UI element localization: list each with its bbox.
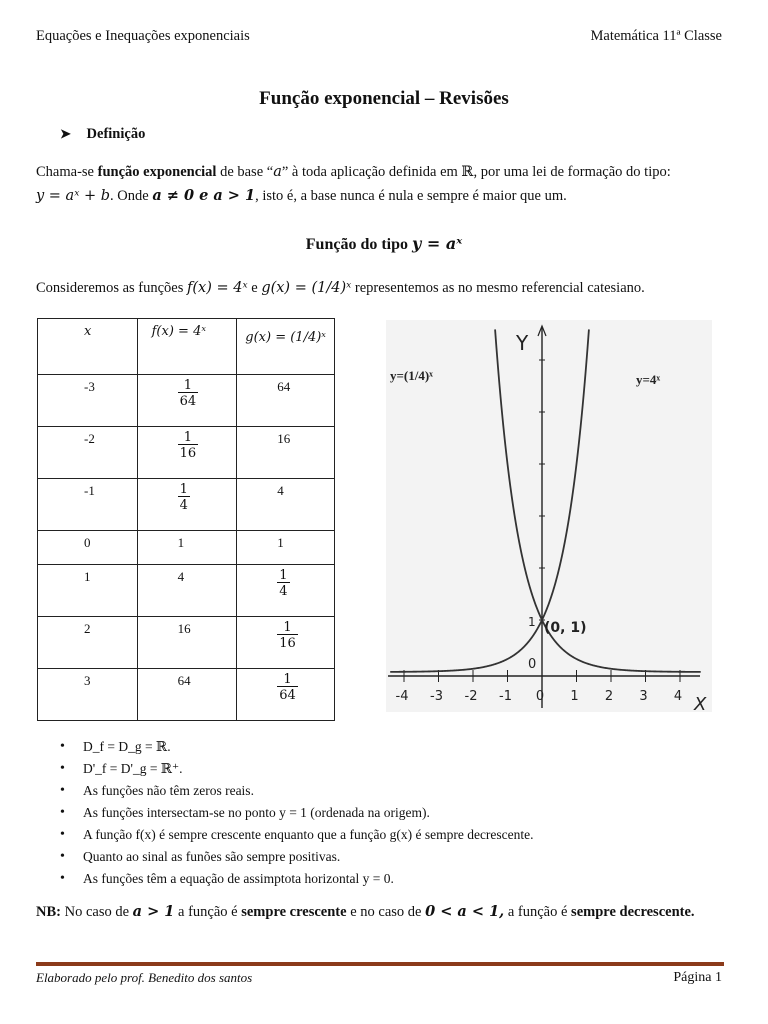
definition-heading-text: Definição [86,126,146,142]
exponential-graph [386,320,712,712]
def-text: de base “ [216,164,274,180]
series-label-g: y=(1/4)ˣ [390,368,433,383]
def-text: . Onde [110,188,153,204]
intro-paragraph [36,280,645,297]
def-text: Chama-se [36,164,98,180]
cell-g [237,669,335,721]
fraction [277,621,298,650]
def-bold: função exponencial [97,164,217,180]
x-tick-label: 3 [639,689,648,704]
table-header-f [137,319,237,375]
table-header-x [38,319,138,375]
definition-line-1 [36,160,736,184]
def-text: , isto é, a base nunca é nula e sempre é maior que um. [255,188,567,204]
list-item: • As funções têm a equação de assimptota horizontal y = 0. [56,868,534,890]
y-value-label-1: 1 [528,615,536,629]
table-row [38,669,335,721]
definition-heading [60,126,145,143]
y-axis-label: Y [516,331,529,355]
definition-line-2 [36,184,736,208]
cell-value: 4 [177,569,185,584]
def-text: ” à toda aplicação definida em ℝ, por uma lei de formação do tipo: [281,164,671,180]
cell-x [38,669,138,721]
cell-f [137,375,237,427]
numerator: 1 [283,620,292,635]
cell-f [137,531,237,565]
fraction [277,673,298,702]
cell-f [137,669,237,721]
cell-value: -2 [84,431,95,446]
intro-text: representemos as no mesmo referencial catesiano. [351,280,645,296]
cell-value: 3 [84,673,91,688]
cell-g [237,479,335,531]
cell-g [237,565,335,617]
subtitle-text: Função do tipo [305,236,413,253]
fraction [178,483,190,512]
origin-label: 0 [528,657,537,672]
cell-g [237,427,335,479]
x-tick-label: 2 [604,689,614,704]
table-row [38,479,335,531]
cell-x [38,427,138,479]
def-base: a [273,164,282,180]
cell-x [38,565,138,617]
footer-author: Elaborado pelo prof. Benedito dos santos [36,970,253,985]
denominator: 4 [179,498,188,513]
cell-value: 1 [277,535,284,550]
cell-value: 0 [84,535,91,550]
footer-rule [36,962,724,966]
numerator: 1 [283,672,292,687]
table-row [38,565,335,617]
header-cell-text: x [84,324,92,339]
def-formula: y = aˣ + b [36,188,111,204]
series-label-f: y=4ˣ [636,372,661,387]
x-tick-label: 0 [535,689,545,704]
definition-paragraph [36,160,736,208]
x-tick-label: -2 [464,689,478,704]
denominator: 16 [279,636,296,651]
intro-text: Consideremos as funções [36,280,188,296]
list-item: • A função f(x) é sempre crescente enquanto que a função g(x) é sempre decrescente. [56,824,534,846]
x-tick-label: 1 [570,689,579,704]
cell-f [137,427,237,479]
cell-g [237,617,335,669]
cell-x [38,375,138,427]
denominator: 4 [279,584,288,599]
header-left: Equações e Inequações exponenciais [36,28,250,44]
numerator: 1 [279,568,288,583]
x-axis-label: X [694,694,707,712]
header-right: Matemática 11ª Classe [590,28,722,44]
values-table [37,318,335,721]
graph-background [386,320,712,712]
cell-x [38,531,138,565]
x-tick-label: 4 [673,689,683,704]
denominator: 64 [179,394,197,409]
list-item: • D_f = D_g = ℝ. [56,736,534,758]
cell-value: 16 [277,431,291,446]
nb-condition: a > 1 [132,903,175,920]
list-item: • Quanto ao sinal as funões são sempre positivas. [56,846,534,868]
cell-value: 16 [177,621,191,636]
table-row [38,375,335,427]
cell-value: 64 [277,379,291,394]
cell-value: 1 [177,535,185,550]
list-item: • D'_f = D'_g = ℝ⁺. [56,758,534,780]
nb-label: NB: [36,904,61,920]
cell-value: -1 [84,483,95,498]
header-cell-text: g(x) = (1/4)ˣ [245,330,326,345]
list-item: • As funções intersectam-se no ponto y = 1 (ordenada na origem). [56,802,534,824]
nb-bold: sempre decrescente. [571,904,695,920]
list-item: • As funções não têm zeros reais. [56,780,534,802]
x-tick-label: -4 [395,689,409,704]
numerator: 1 [183,378,193,393]
nb-text: No caso de [60,904,133,920]
table-row [38,617,335,669]
properties-list [56,736,534,890]
intro-g: g(x) = (1/4)ˣ [261,280,352,296]
intersection-label: (0, 1) [544,620,587,636]
x-tick-label: -3 [430,689,443,704]
section-subtitle [0,234,768,254]
nb-condition: 0 < a < 1, [425,903,505,920]
nb-note [36,903,695,921]
cell-f [137,617,237,669]
nb-text: e no caso de [346,904,426,920]
intro-text: e [247,280,262,296]
page-title: Função exponencial – Revisões [259,88,509,109]
cell-g [237,531,335,565]
cell-f [137,479,237,531]
nb-text: a função é [174,904,242,920]
page-number: Página 1 [673,970,722,985]
cell-value: 2 [84,621,91,636]
nb-bold: sempre crescente [241,904,347,920]
def-condition: a ≠ 0 e a > 1 [152,187,256,204]
header-cell-text: f(x) = 4ˣ [151,324,206,339]
cell-value: -3 [84,379,95,394]
numerator: 1 [183,430,193,445]
fraction [178,379,199,408]
arrow-bullet-icon: ➤ [60,126,71,141]
denominator: 16 [179,446,197,461]
table-header-g [237,319,335,375]
x-tick-label: -1 [499,689,512,704]
table-header-row [38,319,335,375]
denominator: 64 [279,688,296,703]
fraction [178,431,199,460]
cell-x [38,617,138,669]
cell-value: 4 [277,483,284,498]
cell-g [237,375,335,427]
cell-x [38,479,138,531]
cell-f [137,565,237,617]
cell-value: 64 [177,673,191,688]
table-row [38,427,335,479]
table-row [38,531,335,565]
numerator: 1 [179,482,188,497]
cell-value: 1 [84,569,91,584]
fraction [277,569,289,598]
intro-f: f(x) = 4ˣ [187,280,248,296]
subtitle-formula: y = aˣ [412,234,463,253]
nb-text: a função é [504,904,572,920]
